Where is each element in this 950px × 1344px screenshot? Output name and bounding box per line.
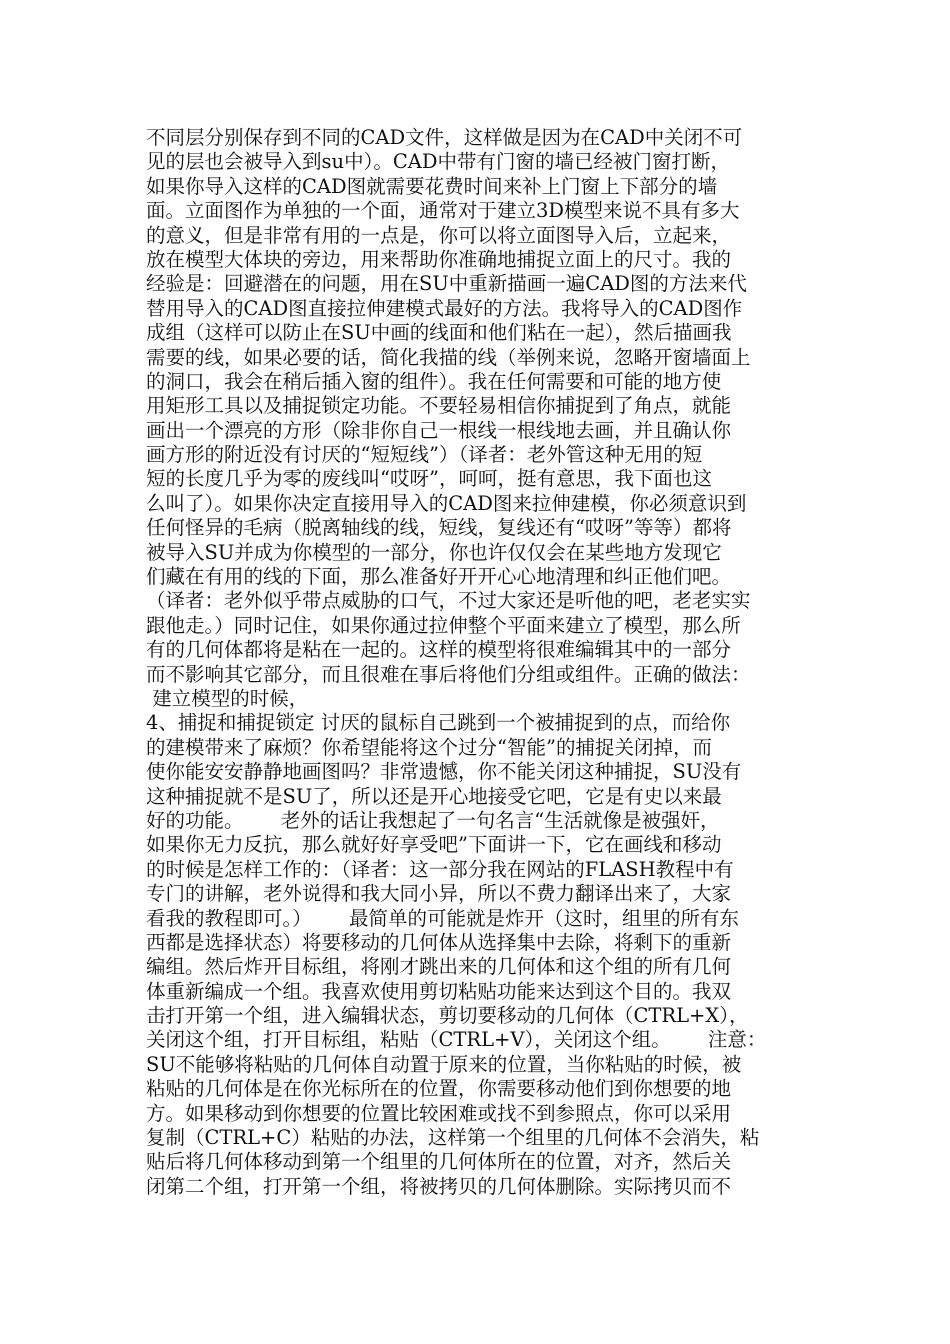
text-line: 专门的讲解，老外说得和我大同小异，所以不费力翻译出来了，大家 [146, 882, 732, 906]
text-line: 如果你无力反抗，那么就好好享受吧”下面讲一下，它在画线和移动 [146, 833, 722, 857]
text-line: 看我的教程即可。） 最简单的可能就是炸开（这时，组里的所有东 [146, 906, 739, 930]
text-line: 复制（CTRL+C）粘贴的办法，这样第一个组里的几何体不会消失，粘 [146, 1126, 760, 1150]
document-body [146, 126, 814, 1199]
text-line: 的建模带来了麻烦？你希望能将这个过分“智能”的捕捉关闭掉，而 [146, 735, 712, 759]
text-line: 好的功能。 老外的话让我想起了一句名言“生活就像是被强奸， [146, 808, 720, 832]
text-line: 击打开第一个组，进入编辑状态，剪切要移动的几何体（CTRL+X）， [146, 1004, 749, 1028]
text-line: 么叫了）。如果你决定直接用导入的CAD图来拉伸建模，你必须意识到 [146, 491, 747, 515]
text-line: 有的几何体都将是粘在一起的。这样的模型将很难编辑其中的一部分 [146, 638, 732, 662]
text-line: 这种捕捉就不是SU了，所以还是开心地接受它吧，它是有史以来最 [146, 784, 722, 808]
text-line: 用矩形工具以及捕捉锁定功能。不要轻易相信你捕捉到了角点，就能 [146, 394, 732, 418]
text-line: 画出一个漂亮的方形（除非你自己一根线一根线地去画，并且确认你 [146, 418, 732, 442]
text-line: 面。立面图作为单独的一个面，通常对于建立3D模型来说不具有多大 [146, 199, 740, 223]
text-line: 贴后将几何体移动到第一个组里的几何体所在的位置，对齐，然后关 [146, 1150, 732, 1174]
text-line: 体重新编成一个组。我喜欢使用剪切粘贴功能来达到这个目的。我双 [146, 979, 732, 1003]
text-line: 闭第二个组，打开第一个组，将被拷贝的几何体删除。实际拷贝而不 [146, 1174, 732, 1198]
text-line: 跟他走。）同时记住，如果你通过拉伸整个平面来建立了模型，那么所 [146, 613, 741, 637]
text-line: （译者：老外似乎带点威胁的口气，不过大家还是听他的吧，老老实实 [146, 589, 751, 613]
text-line: 们藏在有用的线的下面，那么准备好开开心心地清理和纠正他们吧。 [146, 565, 732, 589]
text-line: 画方形的附近没有讨厌的“短短线”）（译者：老外管这种无用的短 [146, 443, 703, 467]
text-line: 关闭这个组，打开目标组，粘贴（CTRL+V），关闭这个组。 注意： [146, 1028, 767, 1052]
text-line: 建立模型的时候， [146, 686, 309, 710]
text-line: 经验是：回避潜在的问题，用在SU中重新描画一遍CAD图的方法来代 [146, 272, 747, 296]
text-line: 而不影响其它部分，而且很难在事后将他们分组或组件。正确的做法： [146, 662, 751, 686]
text-line: SU不能够将粘贴的几何体自动置于原来的位置，当你粘贴的时候，被 [146, 1052, 742, 1076]
text-line: 4、捕捉和捕捉锁定 讨厌的鼠标自己跳到一个被捕捉到的点，而给你 [146, 711, 731, 735]
text-line: 需要的线，如果必要的话，简化我描的线（举例来说，忽略开窗墙面上 [146, 345, 751, 369]
text-line: 方。如果移动到你想要的位置比较困难或找不到参照点，你可以采用 [146, 1101, 732, 1125]
text-line: 粘贴的几何体是在你光标所在的位置，你需要移动他们到你想要的地 [146, 1077, 732, 1101]
text-line: 见的层也会被导入到su中）。CAD中带有门窗的墙已经被门窗打断， [146, 150, 730, 174]
text-line: 使你能安安静静地画图吗？非常遗憾，你不能关闭这种捕捉，SU没有 [146, 760, 742, 784]
text-line: 替用导入的CAD图直接拉伸建模式最好的方法。我将导入的CAD图作 [146, 296, 743, 320]
text-line: 不同层分别保存到不同的CAD文件，这样做是因为在CAD中关闭不可 [146, 126, 743, 149]
text-line: 被导入SU并成为你模型的一部分，你也许仅仅会在某些地方发现它 [146, 540, 722, 564]
text-line: 放在模型大体块的旁边，用来帮助你准确地捕捉立面上的尺寸。我的 [146, 247, 732, 271]
text-line: 成组（这样可以防止在SU中画的线面和他们粘在一起），然后描画我 [146, 321, 732, 345]
text-line: 短的长度几乎为零的废线叫“哎呀”，呵呵，挺有意思，我下面也这 [146, 467, 712, 491]
text-line: 的时候是怎样工作的：（译者：这一部分我在网站的FLASH教程中有 [146, 857, 734, 881]
text-line: 的意义，但是非常有用的一点是，你可以将立面图导入后，立起来， [146, 223, 732, 247]
text-line: 西都是选择状态）将要移动的几何体从选择集中去除，将剩下的重新 [146, 930, 732, 954]
text-line: 的洞口，我会在稍后插入窗的组件）。我在任何需要和可能的地方使 [146, 369, 722, 393]
text-line: 任何怪异的毛病（脱离轴线的线，短线，复线还有“哎呀”等等）都将 [146, 516, 732, 540]
text-line: 编组。然后炸开目标组，将刚才跳出来的几何体和这个组的所有几何 [146, 955, 732, 979]
text-line: 如果你导入这样的CAD图就需要花费时间来补上门窗上下部分的墙 [146, 174, 718, 198]
